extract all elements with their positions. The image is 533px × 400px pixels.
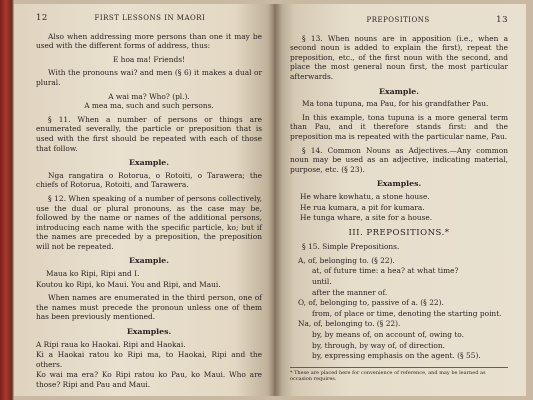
left-page-number: 12 [36, 13, 48, 23]
gloss-line: by, expressing emphasis on the agent. (§ 55). [312, 351, 481, 361]
section-15: § 15. Simple Prepositions. [302, 242, 400, 252]
left-paragraph: With the pronouns wai? and men (§ 6) it makes a dual or plural. [36, 68, 262, 87]
example-heading: Examples. [126, 327, 172, 337]
section-13: § 13. When nouns are in apposition (i.e., when a second noun is added to explain the first), repeat the preposition, etc., of the first noun with the second, and place the most general noun first, the most particular afterwards. [290, 33, 508, 81]
section-11: § 11. When a number of persons or things are enumerated severally, the particle or preposition that is used with the first should be repeated with each of those that follow. [36, 114, 262, 153]
book-spine [268, 4, 282, 396]
section-14: § 14. Common Nouns as Adjectives.—Any common noun may be used as an adjective, indicating material, purpose, etc. (§ 23). [290, 145, 508, 174]
example-line: Ki a Haokai ratou ko Ripi ma, to Haokai, Ripi and the others. [36, 350, 262, 369]
gloss-line: by, through, by way of, of direction. [312, 340, 445, 350]
gloss-line: by, by means of, on account of, owing to. [312, 330, 464, 340]
left-paragraph: When names are enumerated in the third person, one of the names must precede the pronoun unless one of them has been previously mentioned. [36, 293, 262, 322]
right-paragraph: In this example, tona tupuna is a more general term than Pau, and it therefore stands first: and the preposition ma is repeated with the particular name, Pau. [290, 112, 508, 141]
left-page [14, 4, 274, 396]
footnote: * These are placed here for convenience of reference, and may be learned as occasion requires. [290, 367, 508, 382]
gloss-line: Na, of, belonging to. (§ 22). [298, 319, 401, 329]
right-running-head: PREPOSITIONS [366, 16, 430, 24]
example-line: Ko wai ma era? Ko Ripi ratou ko Pau, ko Maui. Who are those? Ripi and Pau and Maui. [36, 370, 262, 389]
left-paragraph: Also when addressing more persons than one it may be used with the different forms of address, thus: [36, 31, 262, 51]
example-line: He rua kumara, a pit for kumara. [300, 202, 425, 212]
example-line: Ma tona tupuna, ma Pau, for his grandfather Pau. [302, 99, 489, 109]
gloss-line: O, of, belonging to, passive of a. (§ 22). [298, 298, 444, 308]
example-heading: Example. [379, 86, 419, 96]
example-line: A Ripi raua ko Haokai. Ripi and Haokai. [36, 339, 186, 349]
left-running-head: FIRST LESSONS IN MAORI [94, 14, 206, 22]
gloss-line: until. [312, 277, 332, 287]
example-line: He tunga whare, a site for a house. [300, 213, 433, 223]
right-page-number: 13 [496, 15, 508, 25]
example-line: Maua ko Ripi, Ripi and I. [46, 269, 140, 279]
example-heading: Example. [129, 158, 169, 168]
section-title: III. PREPOSITIONS.* [348, 227, 450, 238]
gloss-line: from, of place or time, denoting the starting point. [312, 308, 502, 318]
example-heading: Example. [129, 256, 169, 266]
example-line: Nga rangatira o Rotorua, o Rotoiti, o Tarawera; the chiefs of Rotorua, Rotoiti, and Tarawera. [36, 170, 262, 190]
gloss-list [290, 256, 508, 361]
example-heading: Examples. [376, 179, 422, 189]
gloss-line: after the manner of. [312, 287, 388, 297]
example-line: A wai ma? Who? (pl.). [108, 91, 190, 101]
example-line: A mea ma, such and such persons. [84, 101, 214, 111]
example-line: He whare kowhatu, a stone house. [300, 191, 430, 201]
example-line: E hoa ma! Friends! [112, 54, 186, 64]
example-line: Koutou ko Ripi, ko Maui. You and Ripi, and Maui. [36, 279, 221, 289]
right-page [274, 4, 526, 396]
gloss-line: at, of future time: a hea? at what time? [312, 266, 459, 276]
gloss-line: A, of, belonging to. (§ 22). [298, 255, 395, 265]
section-12: § 12. When speaking of a number of persons collectively, use the dual or plural pronouns, as the case may be, followed by the name or names of the additional persons, introducing each name with the specific particle, ko; but if the names are preceded by a preposition, the preposition will not be repeated. [36, 193, 262, 251]
